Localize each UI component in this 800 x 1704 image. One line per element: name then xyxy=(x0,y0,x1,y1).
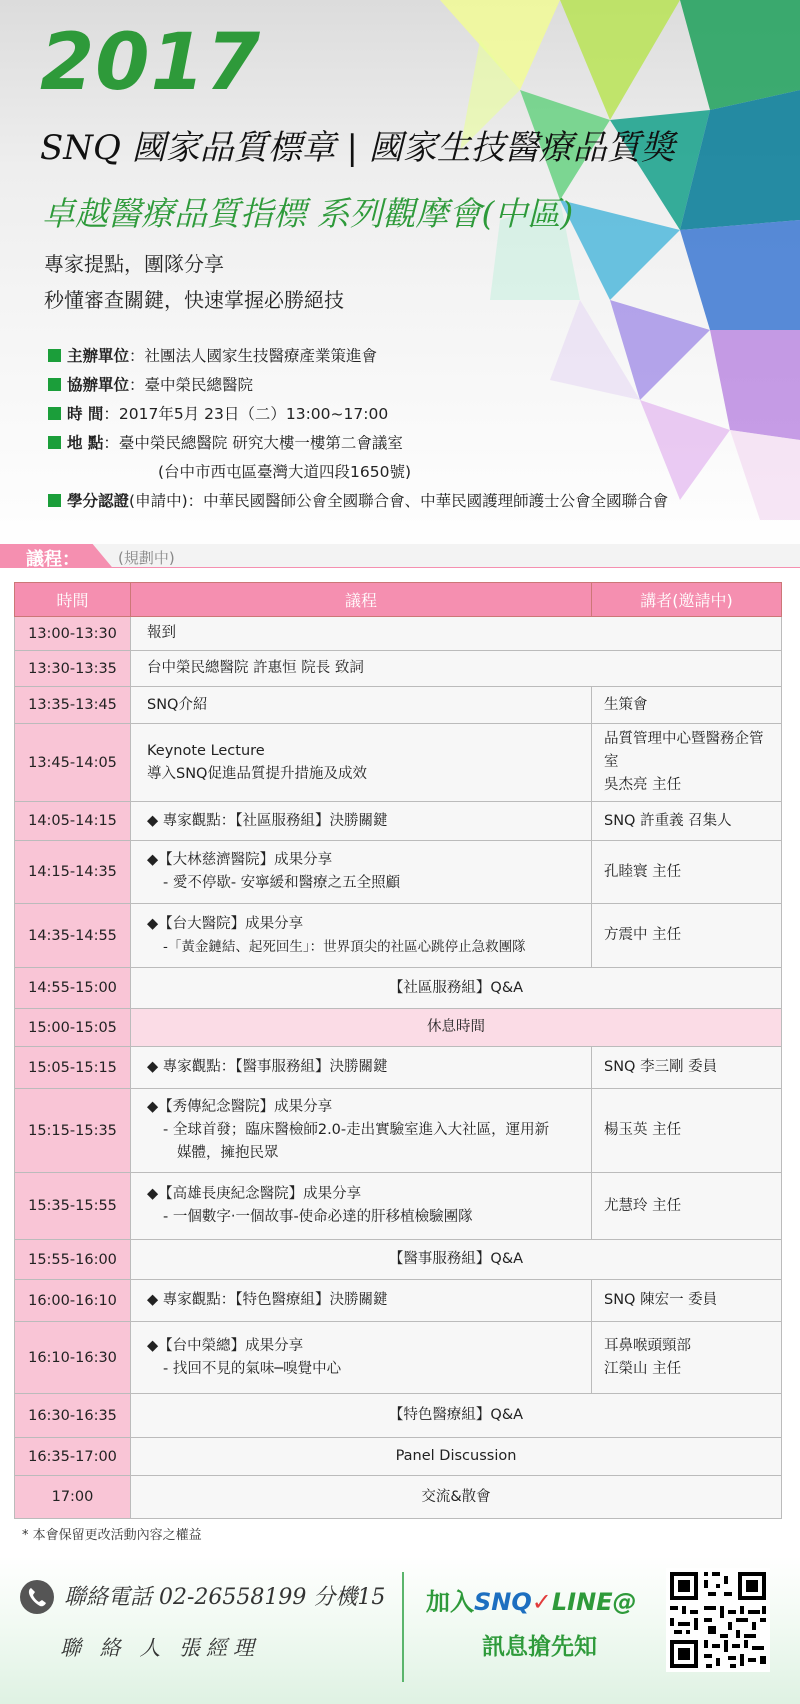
row-program xyxy=(131,841,592,904)
info-address: (台中市西屯區臺灣大道四段1650號) xyxy=(158,463,412,481)
program-title: ◆【台大醫院】成果分享 xyxy=(147,915,304,932)
row-speaker: 孔睦寰 主任 xyxy=(592,841,782,904)
row-time: 13:00-13:30 xyxy=(15,617,131,651)
row-speaker: SNQ 許重義 召集人 xyxy=(592,802,782,841)
check-icon: ✓ xyxy=(531,1588,552,1616)
row-speaker: SNQ 陳宏一 委員 xyxy=(592,1280,782,1322)
event-year: 2017 xyxy=(40,18,262,108)
agenda-table xyxy=(14,582,782,1519)
contact-person: 聯 絡 人 張經理 xyxy=(60,1636,261,1660)
table-row xyxy=(15,1394,782,1438)
row-time: 14:05-14:15 xyxy=(15,802,131,841)
speaker-name: 吳杰亮 主任 xyxy=(604,777,682,793)
contact-phone: 聯絡電話 02-26558199 分機15 xyxy=(64,1585,386,1610)
table-row xyxy=(15,802,782,841)
row-program xyxy=(131,1089,592,1173)
line-tagline: 訊息搶先知 xyxy=(482,1634,597,1660)
table-row xyxy=(15,1047,782,1089)
row-speaker xyxy=(592,724,782,802)
row-program xyxy=(131,1322,592,1394)
row-time: 15:55-16:00 xyxy=(15,1240,131,1280)
program-title: Keynote Lecture xyxy=(147,742,265,759)
table-row xyxy=(15,968,782,1009)
row-program: 休息時間 xyxy=(131,1009,782,1047)
qr-code-icon[interactable] xyxy=(666,1568,770,1672)
program-subtitle: 導入SNQ促進品質提升措施及成效 xyxy=(147,765,367,782)
table-row xyxy=(15,617,782,651)
row-program: 交流&散會 xyxy=(131,1476,782,1519)
speaker-name: 江榮山 主任 xyxy=(604,1360,682,1377)
row-time: 15:35-15:55 xyxy=(15,1173,131,1240)
row-program: ◆ 專家觀點：【特色醫療組】決勝關鍵 xyxy=(131,1280,592,1322)
snq-logo-text: SNQ xyxy=(474,1588,532,1616)
bullet-square-icon xyxy=(48,349,61,362)
program-title: ◆【大林慈濟醫院】成果分享 xyxy=(147,852,333,868)
program-subtitle-cont: 媒體，擁抱民眾 xyxy=(177,1145,279,1161)
program-subtitle: - 一個數字‧一個故事-使命必達的肝移植檢驗團隊 xyxy=(163,1209,473,1225)
event-subtitle: 卓越醫療品質指標 系列觀摩會(中區) xyxy=(42,194,574,233)
table-row xyxy=(15,1280,782,1322)
row-speaker: 楊玉英 主任 xyxy=(592,1089,782,1173)
line-join-label xyxy=(426,1582,637,1617)
bullet-square-icon xyxy=(48,378,61,391)
row-time: 16:10-16:30 xyxy=(15,1322,131,1394)
row-speaker: 生策會 xyxy=(592,687,782,724)
row-time: 16:00-16:10 xyxy=(15,1280,131,1322)
table-row xyxy=(15,841,782,904)
row-program: 【社區服務組】Q&A xyxy=(131,968,782,1009)
table-row xyxy=(15,904,782,968)
footnote: * 本會保留更改活動內容之權益 xyxy=(22,1528,202,1543)
line-at-text: LINE@ xyxy=(551,1588,637,1616)
row-program: 報到 xyxy=(131,617,782,651)
row-program: SNQ介紹 xyxy=(131,687,592,724)
table-row xyxy=(15,651,782,687)
header-speaker: 講者(邀請中) xyxy=(592,583,782,617)
row-program: 台中榮民總醫院 許惠恒 院長 致詞 xyxy=(131,651,782,687)
footer xyxy=(0,1556,800,1704)
row-time: 14:35-14:55 xyxy=(15,904,131,968)
speaker-dept: 品質管理中心暨醫務企管室 xyxy=(604,731,764,770)
program-title: ◆【台中榮總】成果分享 xyxy=(147,1337,304,1354)
agenda-strip xyxy=(0,544,800,568)
program-subtitle: - 全球首發；臨床醫檢師2.0-走出實驗室進入大社區，運用新 xyxy=(163,1122,550,1138)
row-program: 【特色醫療組】Q&A xyxy=(131,1394,782,1438)
row-time: 16:35-17:00 xyxy=(15,1438,131,1476)
header-time: 時間 xyxy=(15,583,131,617)
row-speaker xyxy=(592,1322,782,1394)
agenda-note: (規劃中) xyxy=(118,549,175,567)
info-place: 地 點：臺中榮民總醫院 研究大樓一樓第二會議室 xyxy=(48,431,403,453)
program-title: ◆【秀傳紀念醫院】成果分享 xyxy=(147,1099,333,1115)
table-row xyxy=(15,724,782,802)
program-subtitle: -「黃金鏈結、起死回生」：世界頂尖的社區心跳停止急救團隊 xyxy=(163,938,526,955)
row-time: 16:30-16:35 xyxy=(15,1394,131,1438)
program-subtitle: - 找回不見的氣味─嗅覺中心 xyxy=(163,1360,342,1377)
bullet-square-icon xyxy=(48,436,61,449)
info-time: 時 間：2017年5月 23日（二）13:00~17:00 xyxy=(48,402,388,424)
row-time: 13:35-13:45 xyxy=(15,687,131,724)
row-program: Panel Discussion xyxy=(131,1438,782,1476)
row-time: 13:45-14:05 xyxy=(15,724,131,802)
speaker-dept: 耳鼻喉頭頸部 xyxy=(604,1337,691,1354)
tagline-2: 秒懂審查關鍵，快速掌握必勝絕技 xyxy=(44,288,344,312)
header-program: 議程 xyxy=(131,583,592,617)
page-title: SNQ 國家品質標章 | 國家生技醫療品質獎 xyxy=(40,128,675,168)
header-banner xyxy=(0,0,800,560)
row-program: ◆ 專家觀點：【社區服務組】決勝關鍵 xyxy=(131,802,592,841)
table-row xyxy=(15,1089,782,1173)
table-row xyxy=(15,1476,782,1519)
row-program xyxy=(131,724,592,802)
agenda-label: 議程： xyxy=(26,549,80,570)
row-speaker: SNQ 李三剛 委員 xyxy=(592,1047,782,1089)
program-title: ◆【高雄長庚紀念醫院】成果分享 xyxy=(147,1186,362,1202)
tagline-1: 專家提點，團隊分享 xyxy=(44,252,224,276)
row-time: 15:05-15:15 xyxy=(15,1047,131,1089)
row-time: 15:00-15:05 xyxy=(15,1009,131,1047)
program-subtitle: - 愛不停歇- 安寧緩和醫療之五全照顧 xyxy=(163,875,401,891)
row-speaker: 方震中 主任 xyxy=(592,904,782,968)
row-time: 14:55-15:00 xyxy=(15,968,131,1009)
polygon-art xyxy=(380,0,800,560)
row-time: 13:30-13:35 xyxy=(15,651,131,687)
bullet-square-icon xyxy=(48,494,61,507)
table-header-row xyxy=(15,583,782,617)
row-time: 17:00 xyxy=(15,1476,131,1519)
row-program xyxy=(131,1173,592,1240)
phone-icon xyxy=(20,1580,54,1614)
row-program: 【醫事服務組】Q&A xyxy=(131,1240,782,1280)
row-program xyxy=(131,904,592,968)
row-time: 15:15-15:35 xyxy=(15,1089,131,1173)
table-row xyxy=(15,1322,782,1394)
join-prefix: 加入 xyxy=(426,1588,474,1616)
row-time: 14:15-14:35 xyxy=(15,841,131,904)
table-row xyxy=(15,1240,782,1280)
bullet-square-icon xyxy=(48,407,61,420)
table-row xyxy=(15,687,782,724)
table-row xyxy=(15,1438,782,1476)
info-organizer: 主辦單位：社團法人國家生技醫療產業策進會 xyxy=(48,344,377,366)
info-credit: 學分認證(申請中)：中華民國醫師公會全國聯合會、中華民國護理師護士公會全國聯合會 xyxy=(48,489,668,511)
footer-divider xyxy=(402,1572,404,1682)
row-program: ◆ 專家觀點：【醫事服務組】決勝關鍵 xyxy=(131,1047,592,1089)
info-co-organizer: 協辦單位：臺中榮民總醫院 xyxy=(48,373,253,395)
table-row xyxy=(15,1009,782,1047)
table-row xyxy=(15,1173,782,1240)
row-speaker: 尤慧玲 主任 xyxy=(592,1173,782,1240)
